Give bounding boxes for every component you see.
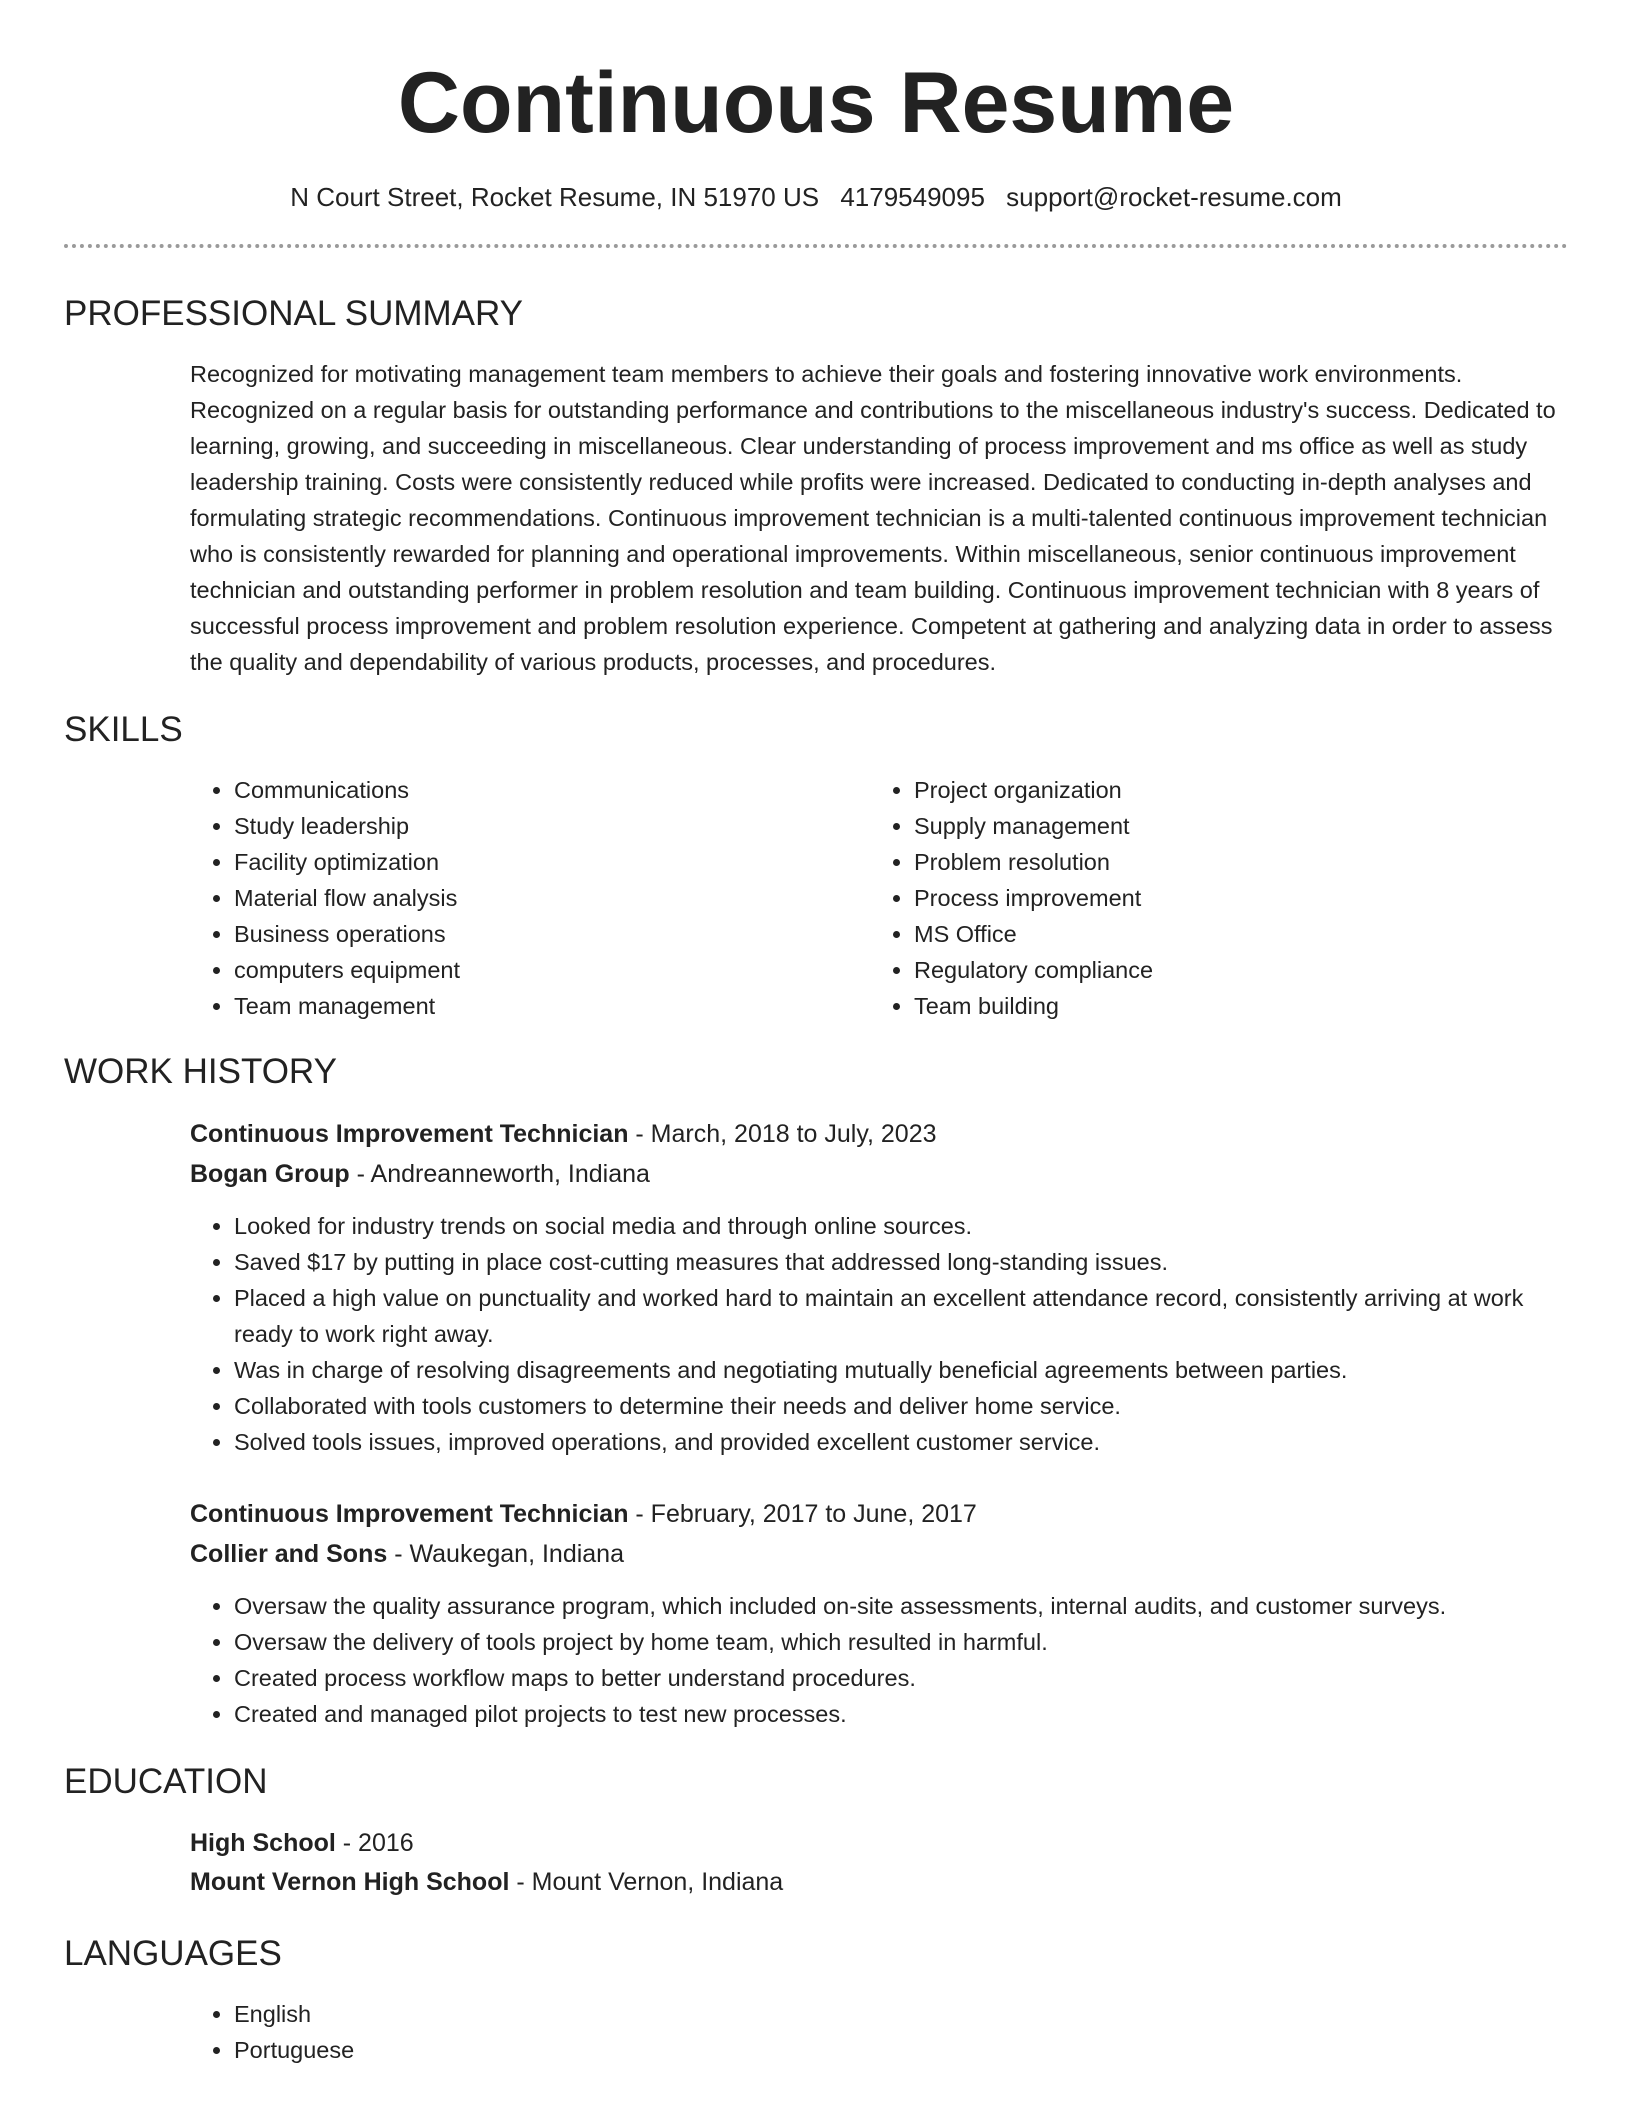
- languages-list-wrap: [190, 1996, 1568, 2068]
- skills-column-right: [870, 772, 1550, 1024]
- job-dates: - March, 2018 to July, 2023: [628, 1120, 937, 1148]
- skill-item: • Supply management: [914, 808, 1550, 844]
- education-heading: EDUCATION: [64, 1762, 268, 1801]
- work-section: [64, 1050, 1568, 1732]
- job-bullet: • Created and managed pilot projects to test new processes.: [234, 1696, 1568, 1732]
- work-heading: WORK HISTORY: [64, 1052, 337, 1091]
- language-item: • English: [234, 1996, 1568, 2032]
- job-bullet: • Created process workflow maps to better understand procedures.: [234, 1660, 1568, 1696]
- job-bullet: • Saved $17 by putting in place cost-cutting measures that addressed long-standing issues.: [234, 1244, 1568, 1280]
- contact-address: N Court Street, Rocket Resume, IN 51970 US: [290, 182, 820, 212]
- job-title-line: [190, 1494, 1568, 1534]
- job-bullet: • Oversaw the quality assurance program, which included on-site assessments, internal audits, and customer surveys.: [234, 1588, 1568, 1624]
- languages-list: [190, 1996, 1568, 2068]
- job-bullet: • Solved tools issues, improved operations, and provided excellent customer service.: [234, 1424, 1568, 1460]
- education-school: Mount Vernon High School: [190, 1868, 510, 1896]
- contact-email: support@rocket-resume.com: [1006, 182, 1342, 212]
- summary-section: [64, 292, 1568, 680]
- job-company: Collier and Sons: [190, 1540, 388, 1568]
- skill-item: • Problem resolution: [914, 844, 1550, 880]
- job-bullet: • Oversaw the delivery of tools project by home team, which resulted in harmful.: [234, 1624, 1568, 1660]
- job-bullet: • Placed a high value on punctuality and worked hard to maintain an excellent attendance record, consistently arriving at work ready to work right away.: [234, 1280, 1568, 1352]
- skill-item: • Business operations: [234, 916, 870, 952]
- skill-item: • Team building: [914, 988, 1550, 1024]
- contact-phone: 4179549095: [840, 182, 985, 212]
- job-bullets: [190, 1208, 1568, 1460]
- resume-page: [64, 0, 1568, 2068]
- skills-column-left: [190, 772, 870, 1024]
- job-company-line: [190, 1154, 1568, 1194]
- languages-heading: LANGUAGES: [64, 1934, 282, 1973]
- job-entry: [190, 1494, 1568, 1732]
- education-section: [64, 1760, 1568, 1902]
- job-bullet: • Looked for industry trends on social media and through online sources.: [234, 1208, 1568, 1244]
- job-company-line: [190, 1534, 1568, 1574]
- job-bullet: • Collaborated with tools customers to determine their needs and deliver home service.: [234, 1388, 1568, 1424]
- summary-heading: PROFESSIONAL SUMMARY: [64, 294, 523, 333]
- job-company: Bogan Group: [190, 1160, 350, 1188]
- education-location: - Mount Vernon, Indiana: [509, 1868, 784, 1896]
- education-entry: [190, 1824, 1568, 1902]
- skill-item: • Process improvement: [914, 880, 1550, 916]
- job-bullets: [190, 1588, 1568, 1732]
- skill-item: • computers equipment: [234, 952, 870, 988]
- summary-text: Recognized for motivating management team members to achieve their goals and fostering innovative work environments. Recognized on a regular basis for outstanding performance and contributions to the miscellaneous industry's success. Dedicated to learning, growing, and succeeding in miscellaneous. Clear understanding of process improvement and ms office as well as study leadership training. Costs were consistently reduced while profits were increased. Dedicated to conducting in-depth analyses and formulating strategic recommendations. Continuous improvement technician is a multi-talented continuous improvement technician who is consistently rewarded for planning and operational improvements. Within miscellaneous, senior continuous improvement technician and outstanding performer in problem resolution and team building. Continuous improvement technician with 8 years of successful process improvement and problem resolution experience. Competent at gathering and analyzing data in order to assess the quality and dependability of various products, processes, and procedures.: [190, 361, 1556, 675]
- skills-heading: SKILLS: [64, 710, 183, 749]
- skill-item: • Material flow analysis: [234, 880, 870, 916]
- job-bullet: • Was in charge of resolving disagreements and negotiating mutually beneficial agreements between parties.: [234, 1352, 1568, 1388]
- education-year: - 2016: [335, 1829, 414, 1857]
- skill-item: • Facility optimization: [234, 844, 870, 880]
- education-degree-line: [190, 1824, 1568, 1863]
- job-title-line: [190, 1114, 1568, 1154]
- job-dates: - February, 2017 to June, 2017: [628, 1500, 977, 1528]
- education-degree: High School: [190, 1829, 336, 1857]
- languages-section: [64, 1932, 1568, 2068]
- education-school-line: [190, 1863, 1568, 1902]
- skills-list-left: [190, 772, 870, 1024]
- contact-line: [64, 180, 1568, 214]
- work-list: [190, 1114, 1568, 1732]
- skills-list-right: [870, 772, 1550, 1024]
- job-role: Continuous Improvement Technician: [190, 1120, 629, 1148]
- skill-item: • Study leadership: [234, 808, 870, 844]
- header-divider: [64, 244, 1568, 248]
- language-item: • Portuguese: [234, 2032, 1568, 2068]
- skill-item: • Communications: [234, 772, 870, 808]
- resume-name: Continuous Resume: [397, 55, 1235, 151]
- skill-item: • Regulatory compliance: [914, 952, 1550, 988]
- skills-columns: [190, 772, 1568, 1024]
- job-location: - Waukegan, Indiana: [387, 1540, 624, 1568]
- job-location: - Andreanneworth, Indiana: [349, 1160, 650, 1188]
- skill-item: • MS Office: [914, 916, 1550, 952]
- skills-section: [64, 708, 1568, 1024]
- skill-item: • Project organization: [914, 772, 1550, 808]
- job-entry: [190, 1114, 1568, 1460]
- skill-item: • Team management: [234, 988, 870, 1024]
- job-role: Continuous Improvement Technician: [190, 1500, 629, 1528]
